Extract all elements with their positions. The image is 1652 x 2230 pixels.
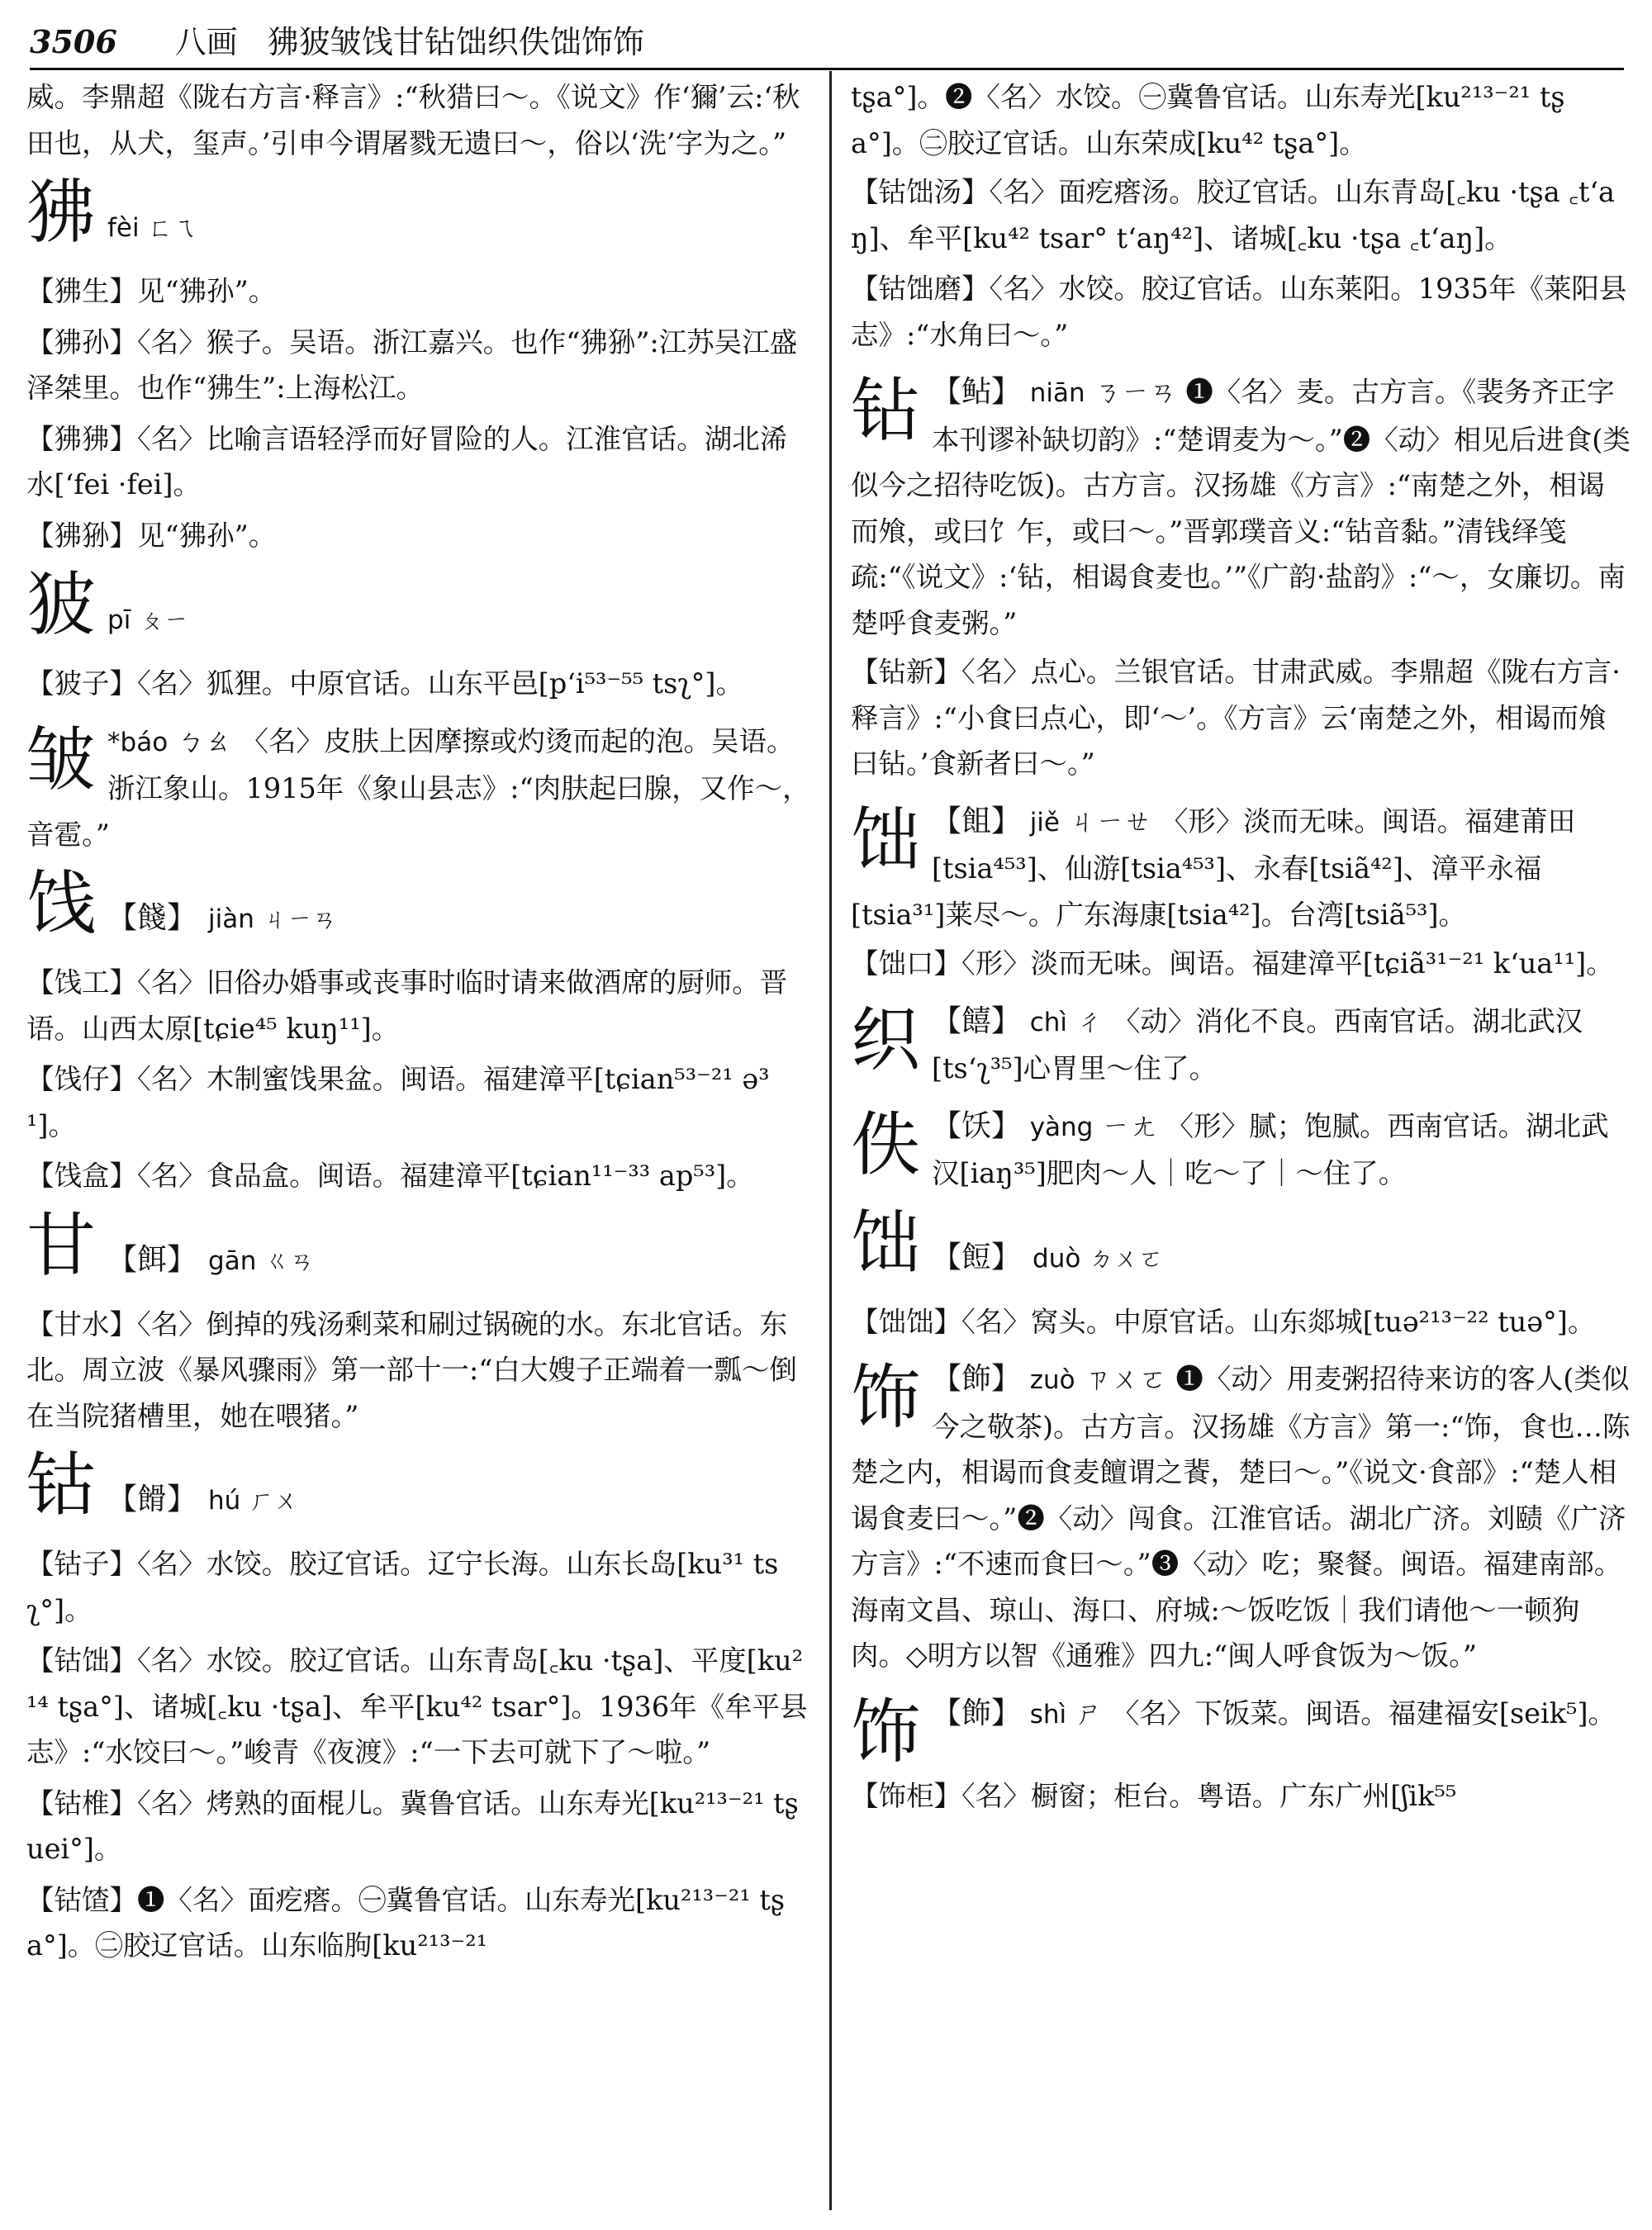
headword-char: 饳	[851, 1202, 921, 1283]
headword-pi	[26, 564, 811, 656]
continued-text: 威。李鼎超《陇右方言·释言》:“秋猎曰～。《说文》作‘獮’云:‘秋田也，从犬，玺声。’引申今谓屠戮无遗曰～，俗以‘洗’字为之。”	[26, 81, 800, 159]
entry: 【钴椎】〈名〉烤熟的面棍儿。冀鲁官话。山东寿光[ku²¹³⁻²¹ tʂuei°]。	[26, 1786, 799, 1865]
left-column	[26, 74, 811, 2213]
headword-char: 佚	[851, 1103, 921, 1185]
entry: 【钴饳】〈名〉水饺。胶辽官话。山东青岛[꜀ku ·tʂa]、平度[ku²¹⁴ tʂa°]、诸城[꜀ku ·tʂa]、牟平[ku⁴² tsar°]。1936年《牟平县志》:“水饺曰～。”峻青《夜渡》:“一下去可就下了～啦。”	[26, 1644, 808, 1768]
header-rule	[30, 68, 1624, 70]
headword-char: 饯	[26, 863, 97, 944]
entry: 【狒孙】〈名〉猴子。吴语。浙江嘉兴。也作“狒狲”:江苏吴江盛泽桀里。也作“狒生”:上海松江。	[26, 325, 798, 404]
headword-definition: 〈形〉腻；饱腻。西南官话。湖北武汉[iaŋ³⁵]肥肉～人｜吃～了｜～住了。	[932, 1109, 1609, 1189]
headword-zhuyin: ㄉㄨㄛ	[1089, 1244, 1164, 1274]
headword-pinyin: *báo	[107, 727, 169, 757]
headword-char: 织	[851, 999, 921, 1080]
headword-char: 钴	[26, 1445, 97, 1525]
headword-traditional: 【饫】	[932, 1108, 1022, 1143]
entry: 【钴子】〈名〉水饺。胶辽官话。辽宁长海。山东长岛[ku³¹ tsʅ°]。	[26, 1548, 779, 1626]
headword-char: 甘	[26, 1204, 97, 1286]
headword-zhuyin: ㄏㄨ	[249, 1487, 299, 1516]
continued-text: tʂa°]。❷〈名〉水饺。㊀冀鲁官话。山东寿光[ku²¹³⁻²¹ tʂa°]。㊁胶辽官话。山东荣成[ku⁴² tʂa°]。	[851, 81, 1565, 159]
headword-pinyin: gān	[208, 1245, 257, 1276]
headword-zhuyin: ㄗㄨㄛ	[1084, 1363, 1167, 1395]
headword-pinyin: niān	[1029, 378, 1085, 408]
entry: 【饰柜】〈名〉橱窗；柜台。粤语。广东广州[ʃik⁵⁵	[851, 1779, 1457, 1812]
headword-yang	[851, 1103, 1631, 1197]
headword-char: 皱	[26, 719, 97, 800]
headword-definition: 〈动〉消化不良。西南官话。湖北武汉[tsʻʅ³⁵]心胃里～住了。	[932, 1004, 1583, 1084]
headword-hu	[26, 1445, 811, 1536]
entry: 【钻新】〈名〉点心。兰银官话。甘肃武威。李鼎超《陇右方言·释言》:“小食曰点心，即‘～’。《方言》云‘南楚之外，相谒而飧曰钻。’食新者曰～。”	[851, 656, 1621, 780]
entry: 【钴饳磨】〈名〉水饺。胶辽官话。山东莱阳。1935年《莱阳县志》:“水角曰～。”	[851, 273, 1627, 351]
header-char-list: 狒狓皱饯甘钻饳织佚饳饰饰	[267, 24, 644, 60]
headword-char: 钻	[851, 370, 921, 451]
headword-traditional: 【餌】	[107, 1242, 197, 1277]
entry: 【狒狲】见“狒孙”。	[26, 519, 277, 552]
headword-nian	[851, 369, 1631, 646]
headword-traditional: 【飾】	[932, 1696, 1022, 1730]
headword-traditional: 【飾】	[932, 1362, 1022, 1396]
headword-traditional: 【餞】	[107, 901, 197, 935]
page-number: 3506	[30, 23, 117, 60]
headword-char: 狒	[26, 172, 97, 253]
entry: 【钴馇】❶〈名〉面疙瘩。㊀冀鲁官话。山东寿光[ku²¹³⁻²¹ tʂa°]。㊁胶辽官话。山东临朐[ku²¹³⁻²¹	[26, 1883, 786, 1962]
headword-jie	[851, 799, 1631, 938]
headword-jian	[26, 863, 811, 955]
headword-zhuyin: ㄔ	[1075, 1004, 1104, 1037]
headword-fei	[26, 172, 811, 263]
headword-zhuyin: ㄐㄧㄢ	[262, 905, 337, 934]
headword-definition: 〈名〉皮肤上因摩擦或灼烫而起的泡。吴语。浙江象山。1915年《象山县志》:“肉肤起曰腺，又作～，音雹。”	[26, 724, 810, 851]
headword-pinyin: chì	[1029, 1007, 1067, 1037]
headword-pinyin: shì	[1029, 1699, 1067, 1729]
headword-pinyin: fèi	[107, 213, 140, 243]
entry: 【饯工】〈名〉旧俗办婚事或丧事时临时请来做酒席的厨师。晋语。山西太原[tɕie⁴⁵ kuŋ¹¹]。	[26, 966, 788, 1045]
entry: 【饯仔】〈名〉木制蜜饯果盆。闽语。福建漳平[tɕian⁵³⁻²¹ ə³¹]。	[26, 1063, 770, 1141]
stroke-section: 八画	[174, 24, 238, 60]
headword-traditional: 【飷】	[932, 804, 1022, 838]
headword-definition: 〈名〉下饭菜。闽语。福建福安[seik⁵]。	[1111, 1696, 1616, 1729]
headword-pinyin: jiě	[1029, 807, 1060, 837]
headword-char: 狓	[26, 564, 97, 645]
entry: 【饳口】〈形〉淡而无味。闽语。福建漳平[tɕiã³¹⁻²¹ kʻua¹¹]。	[851, 947, 1614, 980]
headword-zhuyin: ㄈㄟ	[147, 214, 197, 243]
right-column	[851, 74, 1631, 2213]
headword-char: 饰	[851, 1357, 921, 1438]
headword-definition: ❶〈动〉用麦粥招待来访的客人(类似今之敬茶)。古方言。汉扬雄《方言》第一:“饰，食也…陈楚之内，相谒而食麦饘谓之餥，楚曰～。”《说文·食部》:“楚人相谒食麦曰～。”❷〈动〉闯食。江淮官话。湖北广济。刘赜《广济方言》:“不速而食曰～。”❸〈动〉吃；聚餐。闽语。福建南部。海南文昌、琼山、海口、府城:～饭吃饭｜我们请他～一顿狗肉。◇明方以智《通雅》四九:“闽人呼食饭为～饭。”	[851, 1363, 1631, 1672]
headword-zhuyin: ㄕ	[1075, 1696, 1104, 1729]
entry: 【狒狒】〈名〉比喻言语轻浮而好冒险的人。江淮官话。湖北浠水[ʻfei ·fei]。	[26, 422, 788, 501]
headword-shi	[851, 1691, 1631, 1770]
headword-zhuyin: ㄐㄧㄝ	[1068, 804, 1152, 837]
entry: 【甘水】〈名〉倒掉的残汤剩菜和刷过锅碗的水。东北官话。东北。周立波《暴风骤雨》第一部十一:“白大嫂子正端着一瓢～倒在当院猪槽里，她在喂猪。”	[26, 1307, 797, 1432]
column-divider	[829, 71, 832, 2210]
headword-pinyin: duò	[1032, 1243, 1081, 1274]
headword-char: 饰	[851, 1691, 921, 1772]
running-header	[30, 15, 1632, 61]
headword-zhuyin: ㄆㄧ	[139, 606, 189, 635]
headword-traditional: 【饎】	[932, 1004, 1022, 1038]
headword-pinyin: pī	[107, 605, 131, 635]
headword-char: 饳	[851, 799, 921, 880]
headword-chi	[851, 999, 1631, 1092]
headword-traditional: 【餖】	[932, 1240, 1022, 1274]
headword-zhuyin: ㄧㄤ	[1102, 1109, 1158, 1142]
headword-traditional: 【鲇】	[932, 375, 1022, 409]
headword-pinyin: zuò	[1029, 1365, 1075, 1395]
headword-zhuyin: ㄋㄧㄢ	[1094, 376, 1177, 408]
headword-bao	[26, 719, 811, 858]
entry: 【狓子】〈名〉狐狸。中原官话。山东平邑[pʻi⁵³⁻⁵⁵ tsʅ°]。	[26, 667, 743, 700]
headword-zuo	[851, 1356, 1631, 1679]
entry: 【饳饳】〈名〉窝头。中原官话。山东郯城[tuə²¹³⁻²² tuə°]。	[851, 1305, 1596, 1338]
headword-zhuyin: ㄅㄠ	[176, 724, 232, 757]
headword-traditional: 【餶】	[107, 1483, 197, 1516]
headword-definition: ❶〈名〉麦。古方言。《裴务齐正字本刊谬补缺切韵》:“楚谓麦为～。”❷〈动〉相见后进食(类似今之招待吃饭)。古方言。汉扬雄《方言》:“南楚之外，相谒而飧，或曰饣乍，或曰～。”晋郭璞音义:“钻音黏。”清钱绎笺疏:“《说文》:‘钻，相谒食麦也。’”《广韵·盐韵》:“～，女廉切。南楚呼食麦粥。”	[851, 376, 1631, 639]
headword-zhuyin: ㄍㄢ	[264, 1246, 315, 1276]
headword-duo	[851, 1202, 1631, 1294]
entry: 【钴饳汤】〈名〉面疙瘩汤。胶辽官话。山东青岛[꜀ku ·tʂa ꜀tʻaŋ]、牟平[ku⁴² tsar° tʻaŋ⁴²]、诸城[꜀ku ·tʂa ꜀tʻaŋ]。	[851, 176, 1616, 254]
entry: 【饯盒】〈名〉食品盒。闽语。福建漳平[tɕian¹¹⁻³³ ap⁵³]。	[26, 1160, 754, 1192]
headword-definition: 〈形〉淡而无味。闽语。福建莆田[tsia⁴⁵³]、仙游[tsia⁴⁵³]、永春[tsiã⁴²]、漳平永福[tsia³¹]莱尽～。广东海康[tsia⁴²]。台湾[tsiã⁵³]。	[851, 804, 1576, 931]
headword-gan	[26, 1204, 811, 1297]
headword-pinyin: jiàn	[208, 904, 254, 934]
headword-pinyin: yàng	[1029, 1112, 1094, 1142]
headword-pinyin: hú	[208, 1486, 241, 1516]
entry: 【狒生】见“狒孙”。	[26, 275, 277, 307]
